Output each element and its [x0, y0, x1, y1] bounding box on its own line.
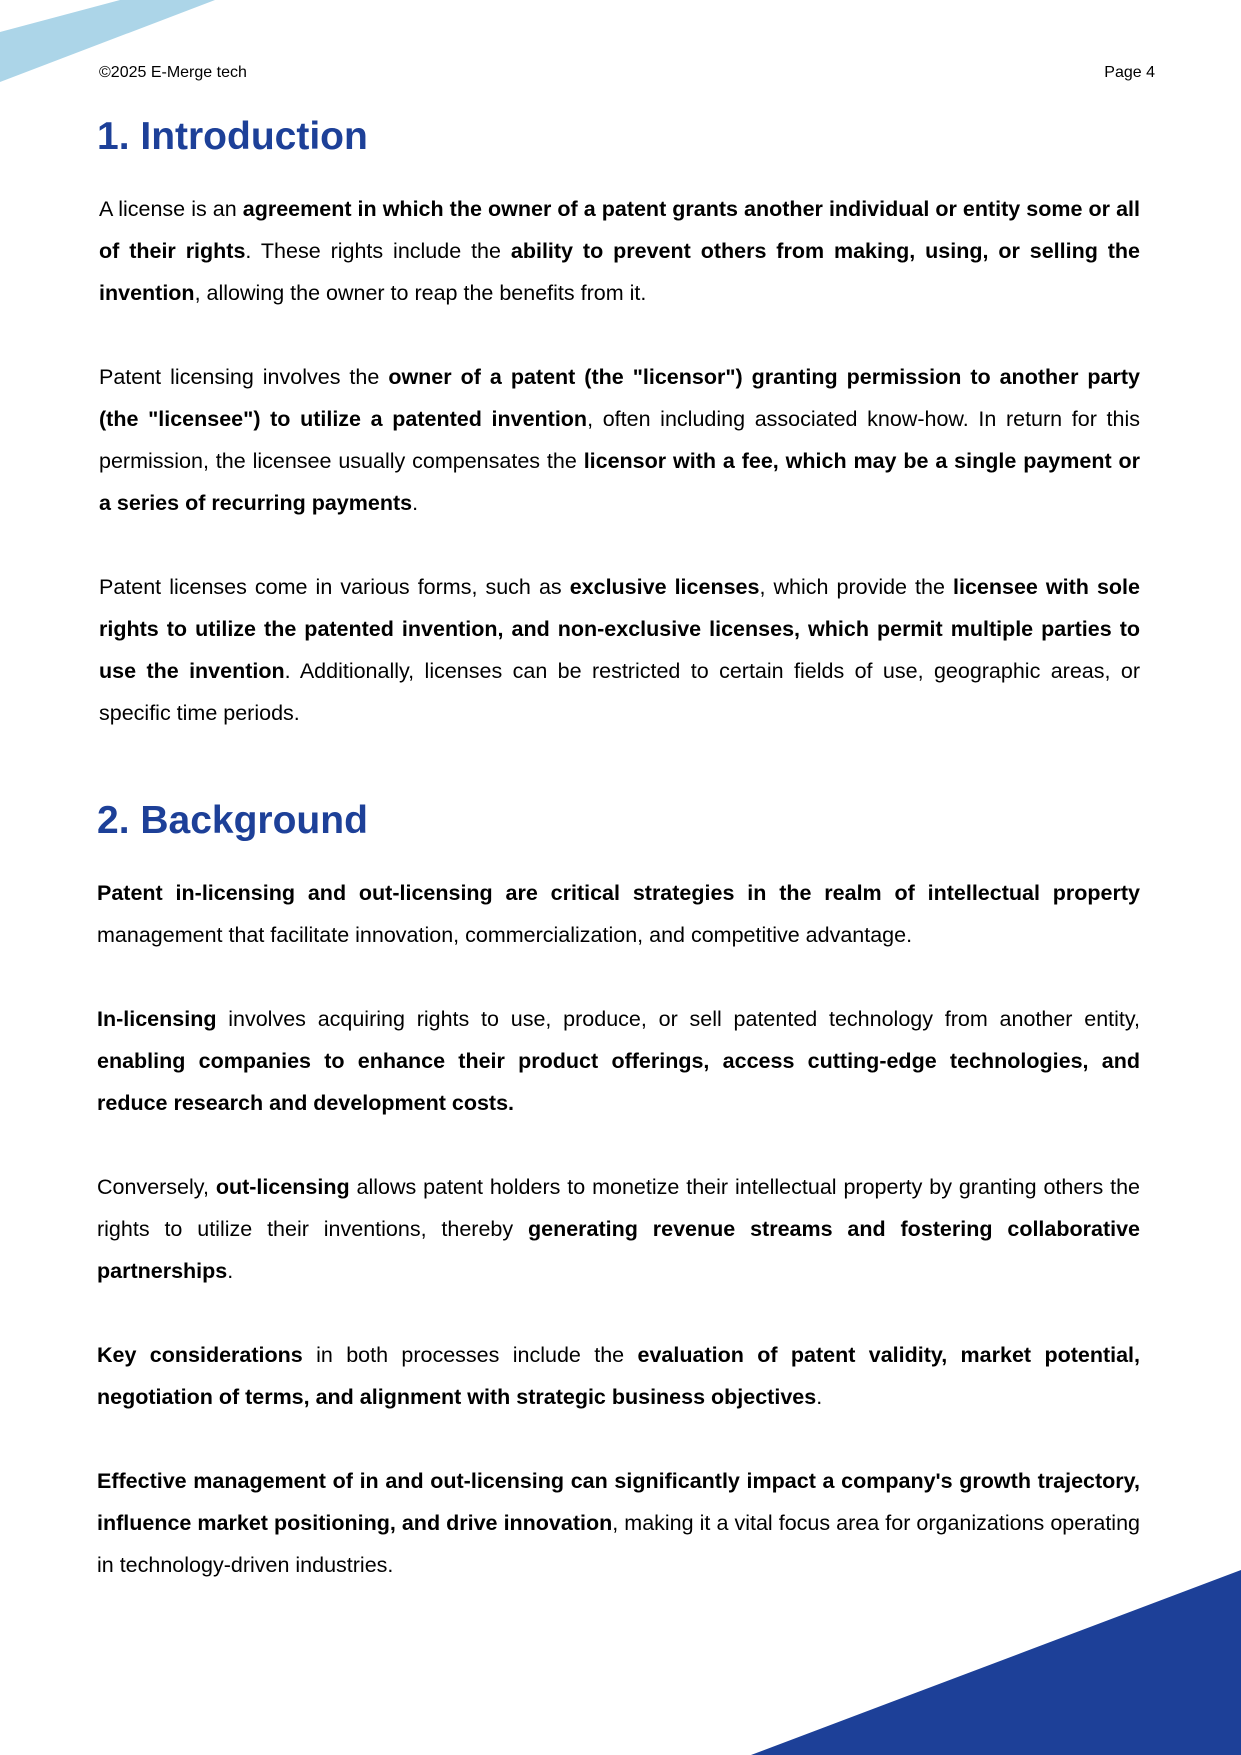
intro-paragraph-3: Patent licenses come in various forms, such as exclusive licenses, which provide the licensee with sole rights to utilize the patented invention, and non-exclusive licenses, which permit multiple parties to use the invention. Additionally, licenses can be restricted to certain fields of use, geographic areas, or specific time periods.	[99, 575, 1140, 725]
background-paragraph-3: Conversely, out-licensing allows patent holders to monetize their intellectual property by granting others the rights to utilize their inventions, thereby generating revenue streams and fostering collaborative partnerships.	[97, 1175, 1140, 1283]
background-paragraph-4: Key considerations in both processes include the evaluation of patent validity, market potential, negotiation of terms, and alignment with strategic business objectives.	[97, 1343, 1140, 1409]
copyright-text: ©2025 E-Merge tech	[99, 64, 247, 81]
background-section	[97, 796, 1140, 1628]
background-heading: 2. Background	[97, 799, 368, 842]
intro-paragraph-1: A license is an agreement in which the owner of a patent grants another individual or entity some or all of their rights. These rights include the ability to prevent others from making, using, or selling the invention, allowing the owner to reap the benefits from it.	[99, 197, 1140, 305]
background-paragraph-5: Effective management of in and out-licensing can significantly impact a company's growth trajectory, influence market positioning, and drive innovation, making it a vital focus area for organizations operating in technology-driven industries.	[97, 1469, 1140, 1577]
introduction-heading: 1. Introduction	[97, 115, 368, 158]
page-header	[99, 62, 1155, 84]
background-paragraph-1: Patent in-licensing and out-licensing are critical strategies in the realm of intellectual property management that facilitate innovation, commercialization, and competitive advantage.	[97, 881, 1140, 947]
page-number: Page 4	[1104, 64, 1155, 81]
intro-paragraph-2: Patent licensing involves the owner of a patent (the "licensor") granting permission to another party (the "licensee") to utilize a patented invention, often including associated know-how. In return for this permission, the licensee usually compensates the licensor with a fee, which may be a single payment or a series of recurring payments.	[99, 365, 1140, 515]
background-paragraph-2: In-licensing involves acquiring rights to use, produce, or sell patented technology from another entity, enabling companies to enhance their product offerings, access cutting-edge technologies, and reduce research and development costs.	[97, 1007, 1140, 1115]
introduction-section	[97, 112, 1140, 776]
